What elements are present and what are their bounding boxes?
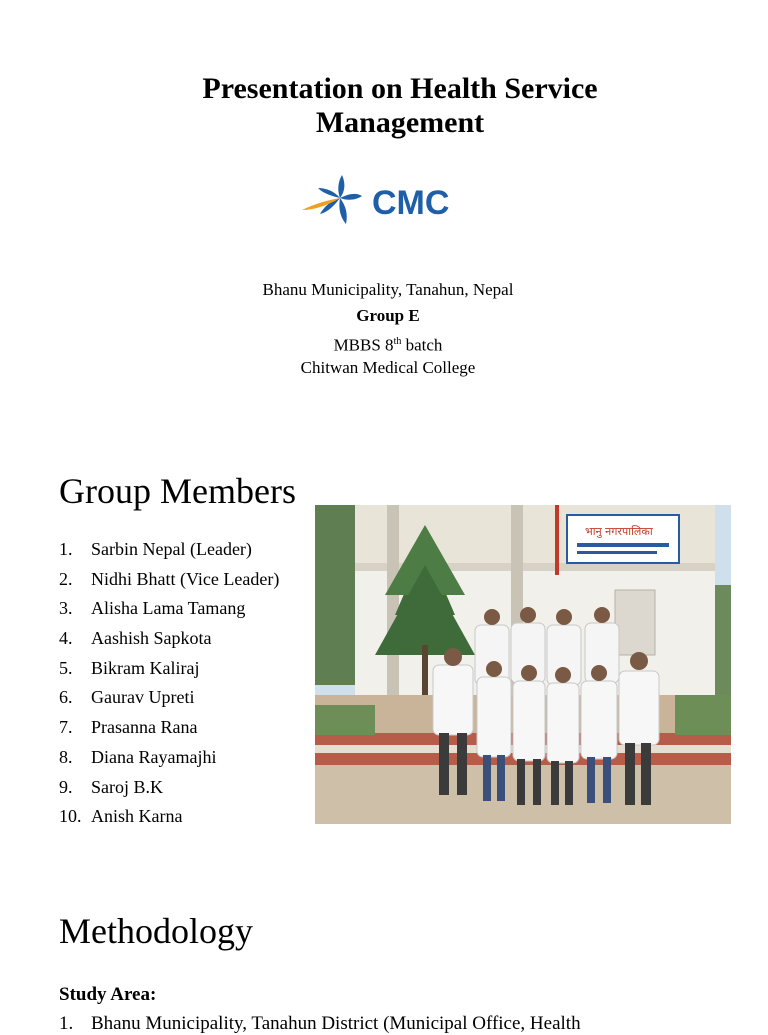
member-number: 6. [59,687,73,708]
location-text: Bhanu Municipality, Tanahun, Nepal [262,280,514,299]
member-name: Anish Karna [91,806,183,827]
member-item [59,714,279,744]
group-photo [315,505,731,824]
title-line-1: Presentation on Health Service [202,72,598,105]
member-name: Prasanna Rana [91,717,198,738]
title-line-2: Management [315,106,485,139]
member-number: 7. [59,717,73,738]
member-name: Saroj B.K [91,776,163,797]
group-members-heading: Group Members [59,471,296,511]
member-name: Nidhi Bhatt (Vice Leader) [91,568,280,589]
study-area-item: 1. Bhanu Municipality, Tanahun District (Municipal Office, Health [59,1013,581,1034]
document-title [0,72,768,140]
member-number: 5. [59,657,73,678]
member-item [59,774,279,804]
cmc-logo [300,172,460,232]
methodology-heading: Methodology [59,911,253,951]
college-text: Chitwan Medical College [300,358,476,377]
member-name: Bikram Kaliraj [91,657,200,678]
member-item [59,655,279,685]
sign-text: भानु नगरपालिका [585,525,653,538]
member-number: 1. [59,539,73,559]
group-text: Group E [356,306,420,325]
member-number: 10. [59,806,82,827]
member-name: Aashish Sapkota [91,628,212,649]
member-number: 9. [59,776,73,797]
presentation-info [0,277,768,381]
member-name: Sarbin Nepal (Leader) [91,539,252,559]
study-area-label: Study Area: [59,984,157,1005]
member-item [59,803,279,833]
members-list [59,536,279,833]
member-item [59,595,279,625]
member-number: 3. [59,598,73,619]
member-item [59,625,279,655]
member-item [59,536,279,566]
member-number: 8. [59,746,73,767]
logo-text: CMC [372,184,450,222]
member-number: 2. [59,568,73,589]
member-name: Diana Rayamajhi [91,746,217,767]
member-item [59,744,279,774]
batch-text: MBBS 8th batch [333,335,443,355]
member-name: Gaurav Upreti [91,687,195,708]
member-item [59,566,279,596]
member-name: Alisha Lama Tamang [91,598,246,619]
member-number: 4. [59,628,73,649]
star-flower-logo-icon [300,172,460,232]
member-item [59,684,279,714]
